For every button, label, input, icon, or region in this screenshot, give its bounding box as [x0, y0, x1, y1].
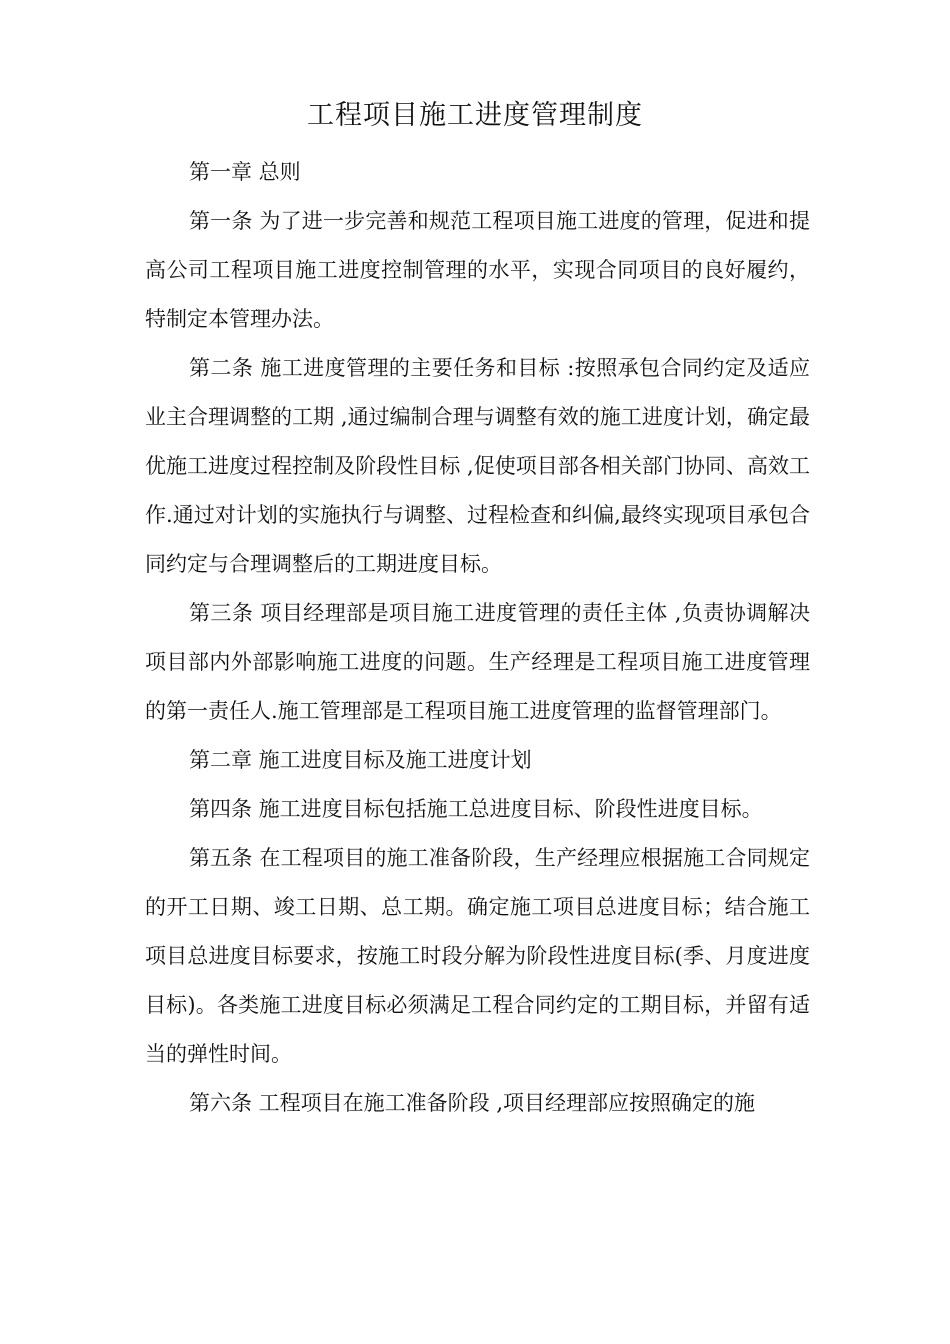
article-1-paragraph: 第一条 为了进一步完善和规范工程项目施工进度的管理，促进和提高公司工程项目施工进度控制管理的水平，实现合同项目的良好履约，特制定本管理办法。	[145, 209, 810, 331]
article-2-paragraph: 第二条 施工进度管理的主要任务和目标 :按照承包合同约定及适应业主合理调整的工期 ,通过编制合理与调整有效的施工进度计划，确定最优施工进度过程控制及阶段性目标 ,促使项目部各相关部门协同、高效工作.通过对计划的实施执行与调整、过程检查和纠偏,最终实现项目承包合同约定与合理调整后的工期进度目标。	[145, 356, 810, 576]
article-5-paragraph: 第五条 在工程项目的施工准备阶段，生产经理应根据施工合同规定的开工日期、竣工日期、总工期。确定施工项目总进度目标；结合施工项目总进度目标要求，按施工时段分解为阶段性进度目标(季、月度进度目标)。各类施工进度目标必须满足工程合同约定的工期目标，并留有适当的弹性时间。	[145, 846, 810, 1066]
document-title: 工程项目施工进度管理制度	[307, 100, 643, 131]
document-body	[145, 148, 810, 1128]
article-6-paragraph: 第六条 工程项目在施工准备阶段 ,项目经理部应按照确定的施	[189, 1091, 756, 1115]
article-3-paragraph: 第三条 项目经理部是项目施工进度管理的责任主体 ,负责协调解决项目部内外部影响施工进度的问题。生产经理是工程项目施工进度管理的第一责任人.施工管理部是工程项目施工进度管理的监督管理部门。	[145, 601, 810, 723]
chapter-heading-1: 第一章 总则	[189, 160, 301, 184]
article-4-paragraph: 第四条 施工进度目标包括施工总进度目标、阶段性进度目标。	[189, 797, 763, 821]
chapter-heading-2: 第二章 施工进度目标及施工进度计划	[189, 748, 532, 772]
